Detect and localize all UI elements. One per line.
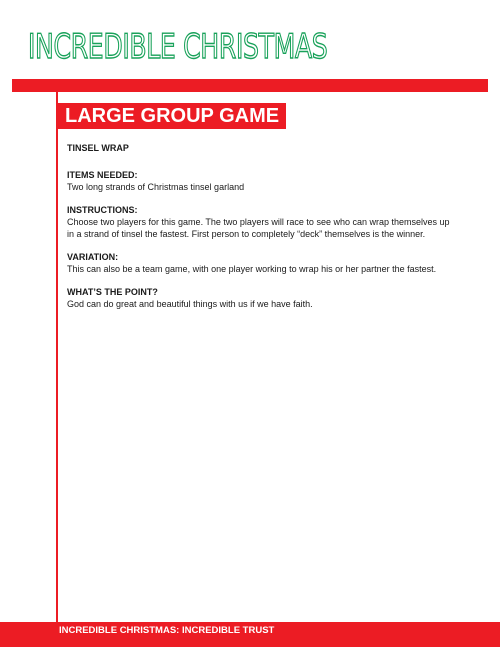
margin-rule (56, 92, 58, 623)
instructions-text: Choose two players for this game. The two players will race to see who can wrap themselves up in a strand of tinsel the fastest. First person to completely “deck” themselves is the winner. (67, 217, 450, 239)
section-title: LARGE GROUP GAME (58, 103, 286, 129)
point-text: God can do great and beautiful things with us if we have faith. (67, 299, 313, 309)
footer-text: INCREDIBLE CHRISTMAS: INCREDIBLE TRUST (59, 625, 275, 636)
point-heading: WHAT’S THE POINT? (67, 287, 158, 297)
footer-bar (0, 622, 500, 647)
instructions-heading: INSTRUCTIONS: (67, 205, 138, 215)
variation-text: This can also be a team game, with one player working to wrap his or her partner the fastest. (67, 264, 437, 274)
brand-title: INCREDIBLE CHRISTMAS (28, 27, 328, 67)
game-name: TINSEL WRAP (67, 143, 129, 153)
items-text: Two long strands of Christmas tinsel garland (67, 182, 245, 192)
header-bar (12, 79, 488, 92)
game-content (67, 142, 452, 310)
variation-heading: VARIATION: (67, 252, 119, 262)
items-heading: ITEMS NEEDED: (67, 170, 138, 180)
